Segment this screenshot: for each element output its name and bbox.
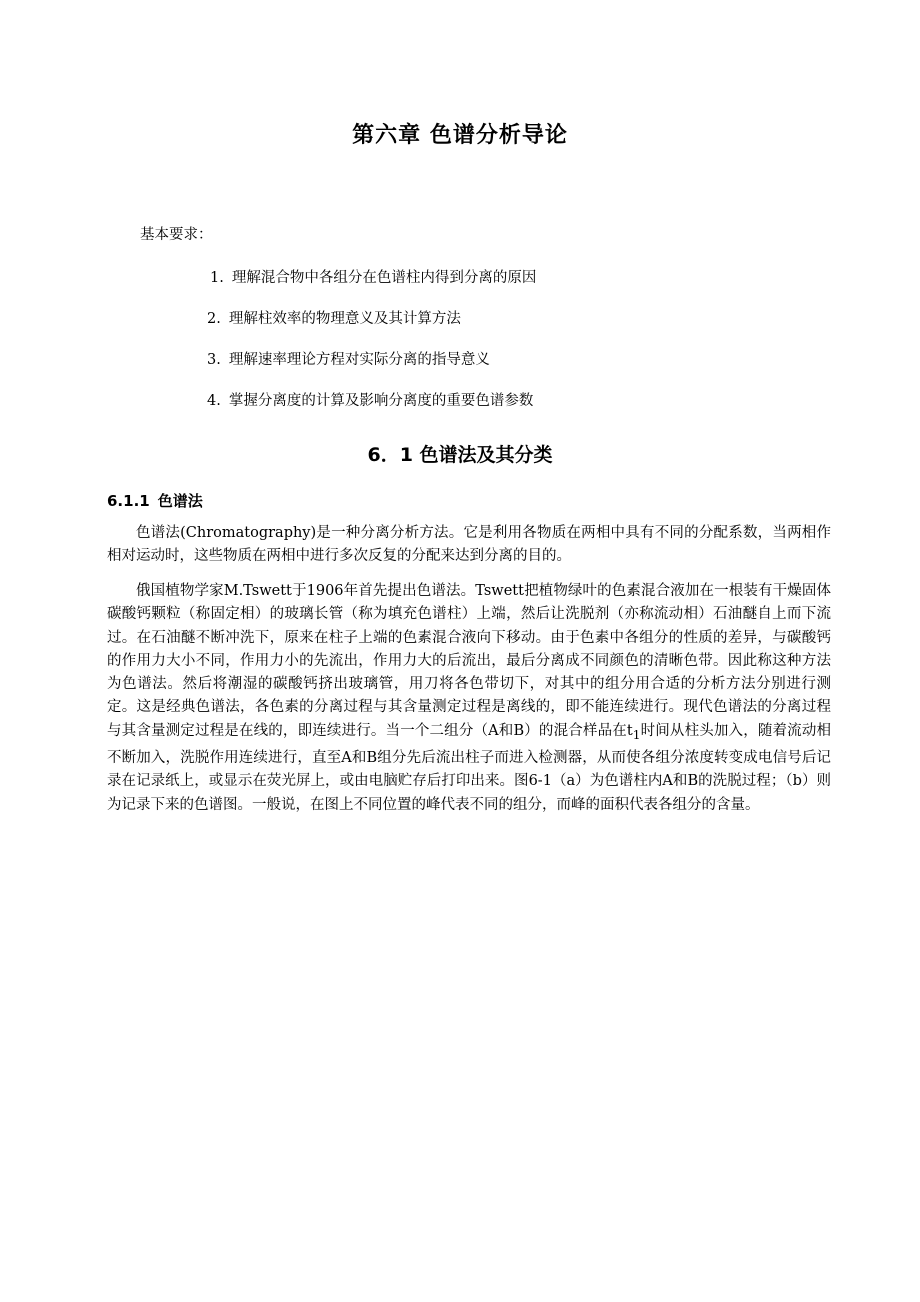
paragraph-history (107, 580, 831, 817)
requirement-number: 4. (207, 393, 221, 409)
requirement-number: 1. (210, 270, 224, 286)
requirement-text: 理解速率理论方程对实际分离的指导意义 (228, 352, 490, 368)
requirement-number: 3. (207, 352, 221, 368)
section-title: 6．1 色谱法及其分类 (367, 444, 553, 466)
requirement-number: 2. (207, 311, 221, 327)
requirement-item-1 (210, 266, 536, 287)
requirement-text: 理解混合物中各组分在色谱柱内得到分离的原因 (231, 270, 537, 286)
subsection-title (107, 490, 203, 511)
requirement-item-4 (207, 389, 533, 410)
paragraph-text-part: 俄国植物学家M.Tswett于1906年首先提出色谱法。Tswett把植物绿叶的色素混合液加在一根装有干燥固体碳酸钙颗粒（称固定相）的玻璃长管（称为填充色谱柱）上端，然后让洗脱剂（亦称流动相）石油醚自上而下流过。在石油醚不断冲洗下，原来在柱子上端的色素混合液向下移动。由于色素中各组分的性质的差异，与碳酸钙的作用力大小不同，作用力小的先流出，作用力大的后流出，最后分离成不同颜色的清晰色带。因此称这种方法为色谱法。然后将潮湿的碳酸钙挤出玻璃管，用刀将各色带切下，对其中的组分用合适的分析方法分别进行测定。这是经典色谱法，各色素的分离过程与其含量测定过程是离线的，即不能连续进行。现代色谱法的分离过程与其含量测定过程是在线的，即连续进行。当一个二组分（A和B）的混合样品在t (107, 583, 831, 739)
subsection-number: 6.1.1 (107, 492, 150, 510)
paragraph-definition: 色谱法(Chromatography)是一种分离分析方法。它是利用各物质在两相中具有不同的分配系数，当两相作相对运动时，这些物质在两相中进行多次反复的分配来达到分离的目的。 (107, 525, 831, 565)
subsection-label: 色谱法 (157, 492, 203, 510)
requirement-text: 理解柱效率的物理意义及其计算方法 (228, 311, 461, 327)
requirement-item-2 (207, 307, 461, 328)
paragraph-text-part: 时间从柱头加入，随着流动相不断加入，洗脱作用连续进行，直至A和B组分先后流出柱子而进入检测器，从而使各组分浓度转变成电信号后记录在记录纸上，或显示在荧光屏上，或由电脑贮存后打印出来。图6-1（a）为色谱柱内A和B的洗脱过程；（b）则为记录下来的色谱图。一般说，在图上不同位置的峰代表不同的组分，而峰的面积代表各组分的含量。 (107, 722, 832, 813)
requirement-text: 掌握分离度的计算及影响分离度的重要色谱参数 (228, 393, 534, 409)
chapter-title: 第六章 色谱分析导论 (352, 123, 568, 148)
requirements-heading: 基本要求： (140, 227, 213, 243)
requirement-item-3 (207, 348, 490, 369)
subscript-index: 1 (632, 727, 641, 742)
